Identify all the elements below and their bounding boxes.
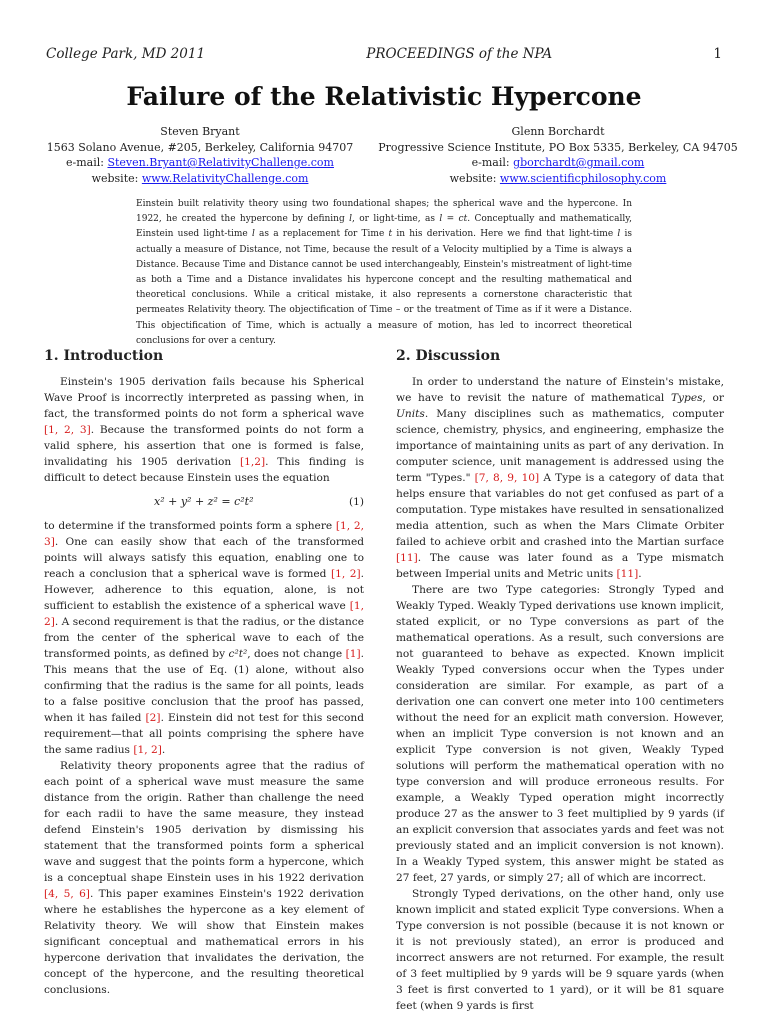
citation-link[interactable]: [7, 8, 9, 10] [474, 472, 540, 484]
website-link[interactable]: www.RelativityChallenge.com [141, 171, 309, 185]
emphasis: Types [670, 392, 703, 404]
author-website-line [378, 171, 738, 187]
author-email-line [30, 155, 370, 171]
email-label: e-mail: [471, 156, 510, 169]
page-number: 1 [713, 46, 722, 62]
paragraph: Strongly Typed derivations, on the other hand, only use known implicit and stated explicit Type conversions. When a Type conversion is not possible (because it is not known or it is not previously stated), an error is produced and incorrect answers are not returned. For example, the result of 3 feet multiplied by 9 yards will be 9 square yards (when 3 feet is first converted to 1 yard), or it will be 81 square feet (when 9 yards is first [396, 888, 724, 1012]
author-email-line [378, 155, 738, 171]
abstract-text: Einstein built relativity theory using two foundational shapes; the spherical wave and the hypercone. In 1922, he created the hypercone by defining [136, 199, 632, 225]
citation-link[interactable]: [1,2] [240, 456, 266, 468]
citation-link[interactable]: [11] [616, 568, 639, 580]
website-label: website: [91, 171, 139, 185]
abstract-text: as a replacement for Time [259, 229, 385, 240]
citation-link[interactable]: [1, 2, 3] [44, 520, 364, 548]
paragraph: In order to understand the nature of Einstein's mistake, we have to revisit the nature of mathematical Types, or Units. Many disciplines such as mathematics, computer science, chemistry, physics, and engineering, emphasize the importance of maintaining units as part of any derivation. In computer science, unit management is addressed using the term "Types." [7, 8, 9, 10] A Type is a category of data that helps ensure that variables do not get confused as part of a computation. Type mistakes have resulted in sensationalized media attention, such as when the Mars Climate Orbiter failed to achieve orbit and crashed into the Martian surface [11]. The cause was later found as a Type mismatch between Imperial units and Metric units [11]. [396, 376, 724, 580]
citation-link[interactable]: [11] [396, 552, 418, 564]
column-left [44, 346, 364, 998]
column-right [396, 346, 724, 1014]
email-link[interactable]: gborchardt@gmail.com [513, 156, 645, 169]
running-head [46, 46, 722, 62]
equation-1 [44, 494, 364, 510]
citation-link[interactable]: [1] [345, 648, 361, 660]
math-symbol: l [617, 229, 621, 240]
author-website-line [30, 171, 370, 187]
author-bryant [30, 124, 370, 186]
section-heading-introduction: 1. Introduction [44, 348, 164, 364]
math-symbol: l [251, 229, 255, 240]
math-symbol: c²t² [228, 648, 248, 660]
author-address: 1563 Solano Avenue, #205, Berkeley, California 94707 [46, 140, 354, 154]
abstract-text: in his derivation. Here we find that light-time [396, 229, 614, 240]
website-link[interactable]: www.scientificphilosophy.com [499, 171, 667, 185]
math-symbol: t [388, 229, 393, 240]
running-head-location: College Park, MD 2011 [46, 46, 206, 62]
paper-title: Failure of the Relativistic Hypercone [126, 82, 642, 111]
abstract-text: . Conceptually and mathematically, Einstein used light-time [136, 214, 632, 240]
abstract [136, 197, 632, 349]
email-label: e-mail: [66, 156, 104, 169]
citation-link[interactable]: [2] [145, 712, 161, 724]
citation-link[interactable]: [1, 2] [331, 568, 361, 580]
abstract-text: is actually a measure of Distance, not Time, because the result of a Velocity multiplied by a Time is always a Distance. Because Time and Distance cannot be used interchangeably, Einstein's mistreatment of light-time as both a Time and a Distance invalidates his hypercone concept and the resulting mathematical and theoretical conclusions. While a critical mistake, it also represents a cornerstone characteristic that permeates Relativity theory. The objectification of Time – or the treatment of Time as if it were a Distance. This objectification of Time, which is actually a measure of motion, has led to incorrect theoretical conclusions for over a century. [136, 229, 632, 346]
author-name: Glenn Borchardt [511, 125, 605, 138]
citation-link[interactable]: [4, 5, 6] [44, 888, 90, 900]
citation-link[interactable]: [1, 2] [133, 744, 162, 756]
citation-link[interactable]: [1, 2] [44, 600, 364, 628]
paragraph: Relativity theory proponents agree that the radius of each point of a spherical wave must measure the same distance from the origin. Rather than challenge the need for each radii to have the same measure, they instead defend Einstein's 1905 derivation by dismissing his statement that the transformed points form a spherical wave and suggest that the points form a hypercone, which is a conceptual shape Einstein uses in his 1922 derivation [4, 5, 6]. This paper examines Einstein's 1922 derivation where he establishes the hypercone as a key element of Relativity theory. We will show that Einstein makes significant conceptual and mathematical errors in his hypercone derivation that invalidates the derivation, the concept of the hypercone, and the resulting theoretical conclusions. [44, 760, 364, 996]
email-link[interactable]: Steven.Bryant@RelativityChallenge.com [107, 156, 334, 169]
paragraph: to determine if the transformed points form a sphere [1, 2, 3]. One can easily show that each of the transformed points will always satisfy this equation, enabling one to reach a conclusion that a spherical wave is formed [1, 2]. However, adherence to this equation, alone, is not sufficient to establish the existence of a spherical wave [1, 2]. A second requirement is that the radius, or the distance from the center of the spherical wave to each of the transformed points, as defined by c²t², does not change [1]. This means that the use of Eq. (1) alone, without also confirming that the radius is the same for all points, leads to a false positive conclusion that the proof has passed, when it has failed [2]. Einstein did not test for this second requirement—that all points comprising the sphere have the same radius [1, 2]. [44, 520, 365, 756]
abstract-text: , or light-time, as [352, 214, 435, 225]
math-symbol: l = ct [439, 214, 468, 225]
author-address: Progressive Science Institute, PO Box 5335, Berkeley, CA 94705 [378, 140, 738, 154]
citation-link[interactable]: [1, 2, 3] [44, 424, 91, 436]
website-label: website: [449, 171, 497, 185]
emphasis: Units [396, 408, 425, 420]
author-borchardt [378, 124, 738, 186]
section-heading-discussion: 2. Discussion [396, 348, 501, 364]
equation-number: (1) [348, 496, 364, 508]
paragraph: There are two Type categories: Strongly Typed and Weakly Typed. Weakly Typed derivations use known implicit, stated explicit, or no Type conversions as part of the mathematical operations. As a result, such conversions are not guaranteed to behave as expected. Known implicit Weakly Typed conversions occur when the Types under consideration are similar. For example, as part of a derivation one can convert one meter into 100 centimeters without the need for an explicit math conversion. However, when an implicit Type conversion is not known and an explicit Type conversion is not given, Weakly Typed solutions will perform the mathematical operation with no type conversion and will produce erroneous results. For example, a Weakly Typed operation might incorrectly produce 27 as the answer to 3 feet multiplied by 9 yards (if an explicit conversion that associates yards and feet was not previously stated and an implicit conversion is not known). In a Weakly Typed system, this answer might be stated as 27 feet, 27 yards, or simply 27; all of which are incorrect. [396, 584, 724, 884]
running-head-proceedings: PROCEEDINGS of the NPA [366, 46, 553, 62]
equation-formula: x² + y² + z² = c²t² [154, 495, 254, 508]
math-symbol: l [349, 214, 353, 225]
author-name: Steven Bryant [160, 125, 240, 138]
author-block [30, 124, 738, 186]
paragraph: Einstein's 1905 derivation fails because his Spherical Wave Proof is incorrectly interpreted as passing when, in fact, the transformed points do not form a spherical wave [1, 2, 3]. Because the transformed points do not form a valid sphere, his assertion that one is formed is false, invalidating his 1905 derivation [1,2]. This finding is difficult to detect because Einstein uses the equation [44, 376, 365, 484]
